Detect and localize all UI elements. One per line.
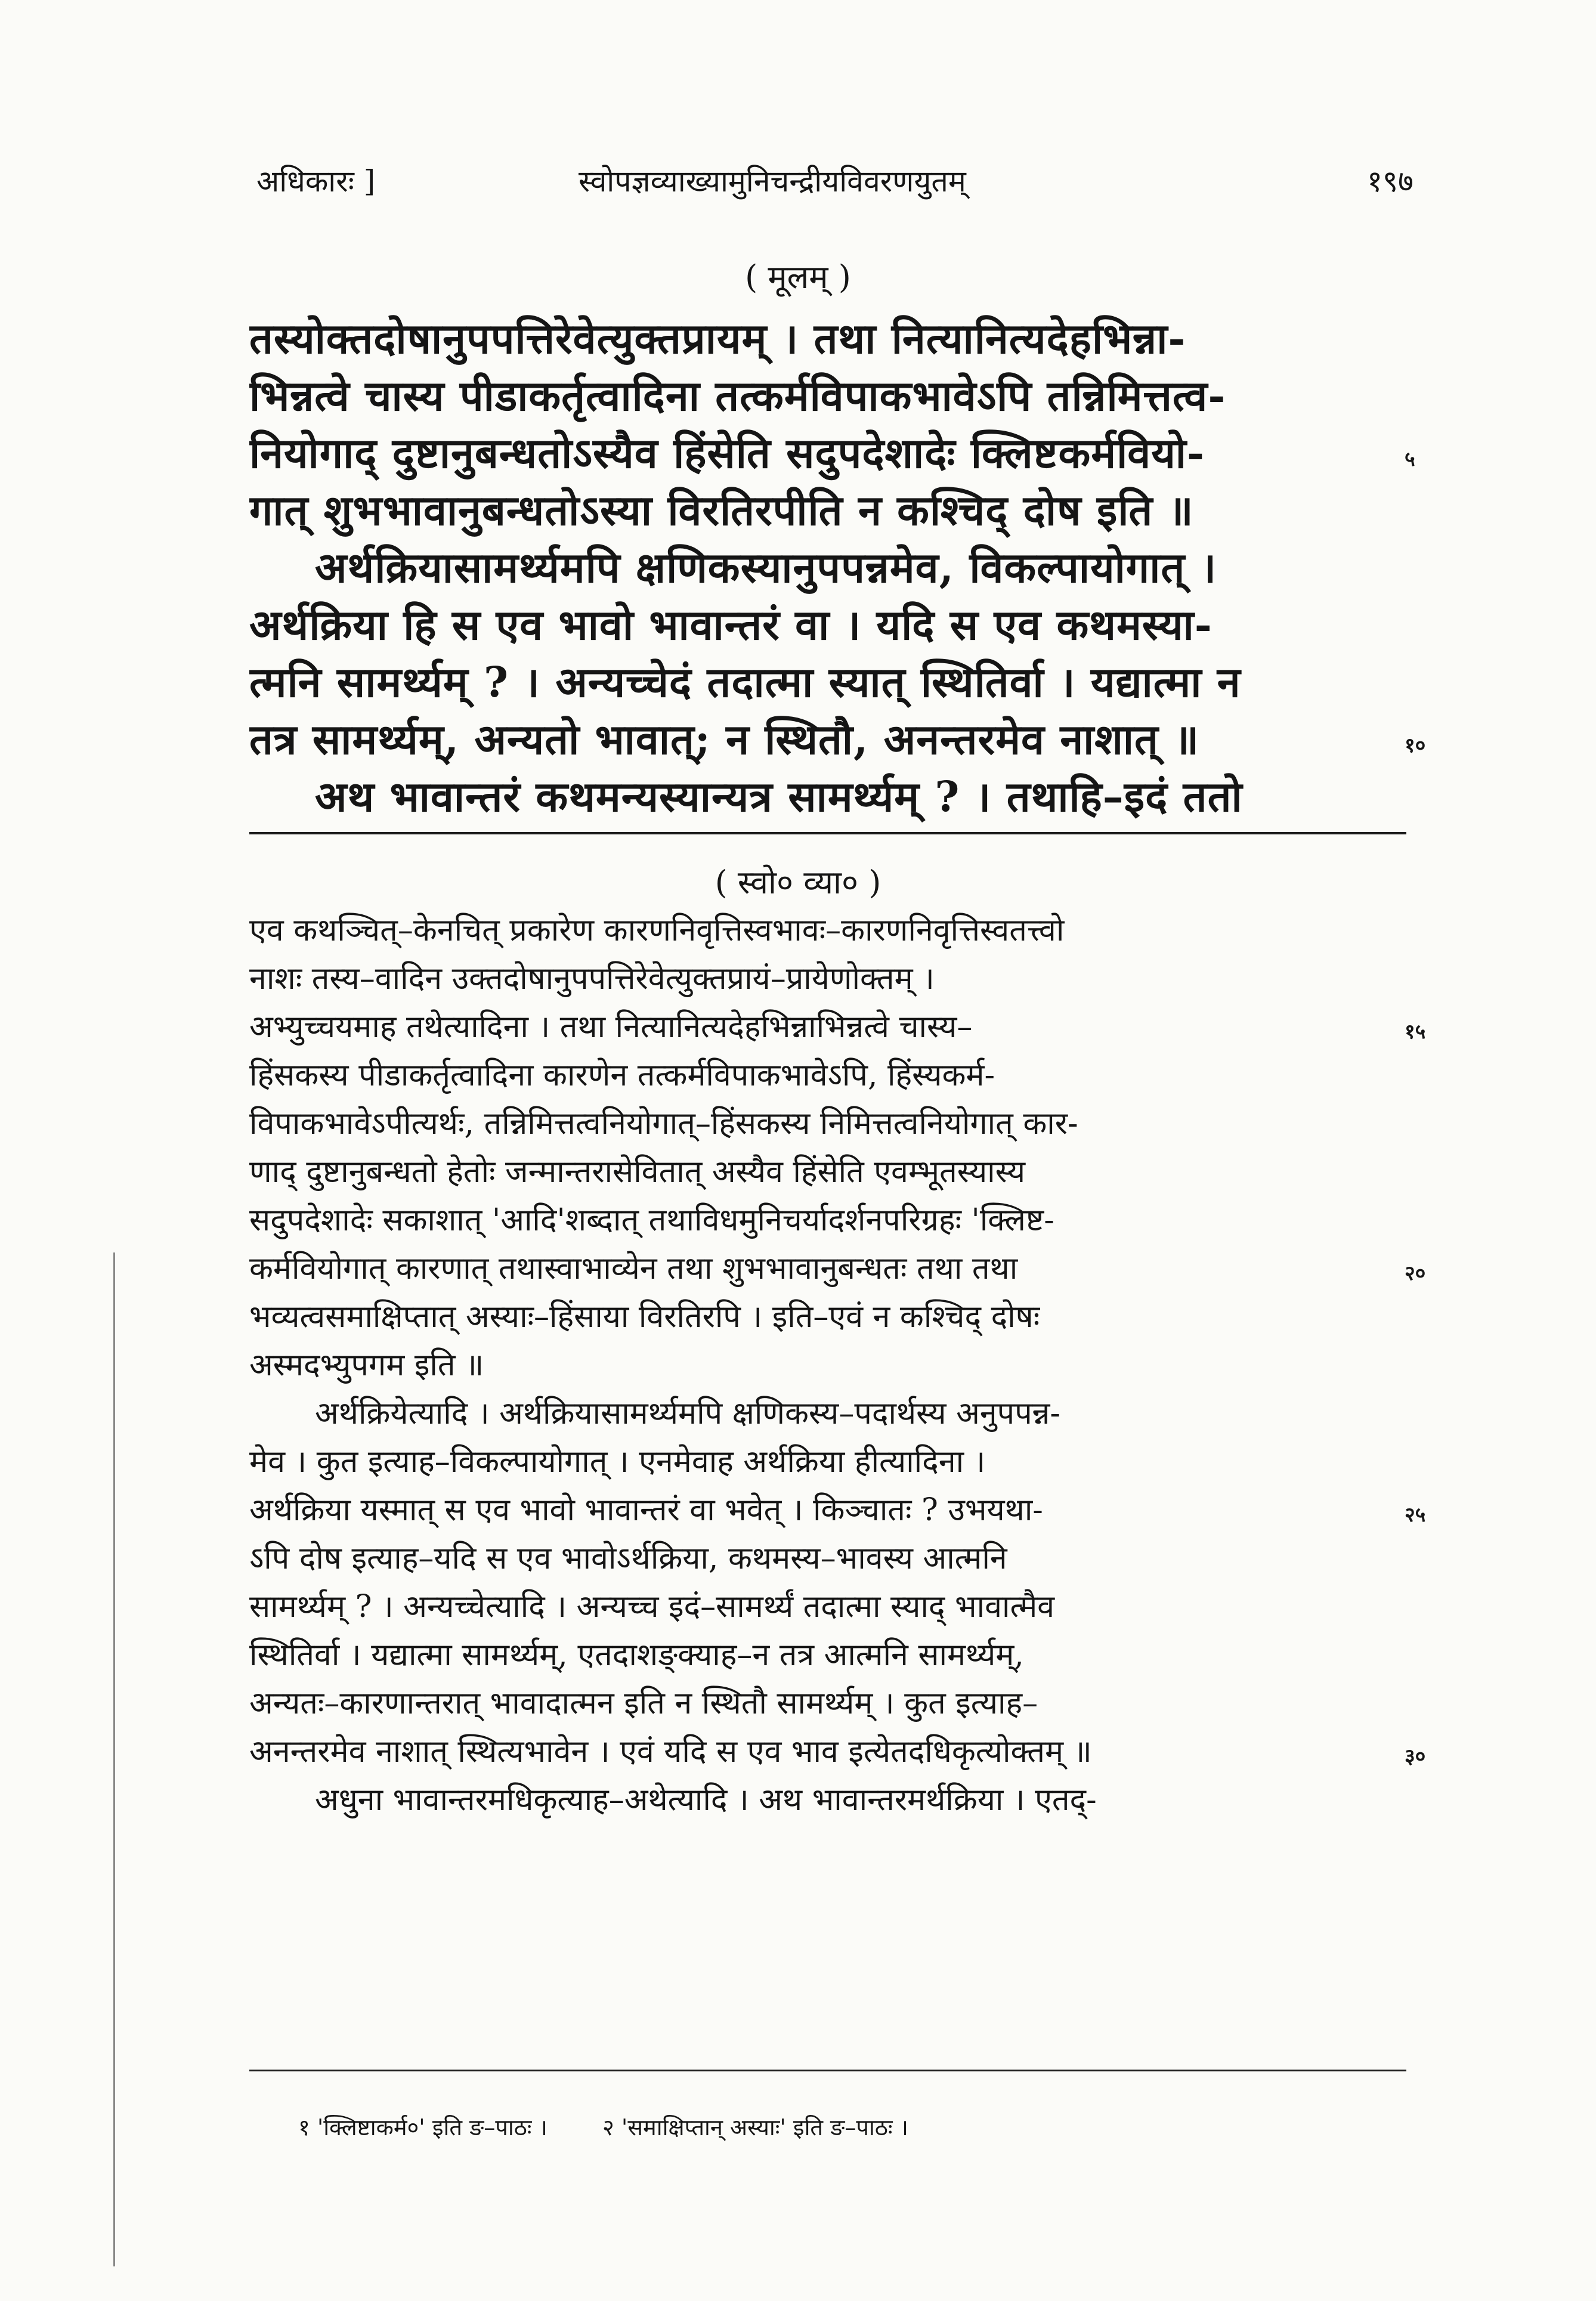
commentary-heading: ( स्वो० व्या० ): [715, 864, 881, 901]
commentary-text: [249, 907, 1397, 1824]
text-line: अन्यतः–कारणान्तरात् भावादात्मन इति न स्थितौ सामर्थ्यम् । कुत इत्याह–: [249, 1685, 1038, 1721]
text-line: विपाकभावेऽपीत्यर्थः, तन्निमित्तत्वनियोगात्–हिंसकस्य निमित्तत्वनियोगात् कार-: [249, 1106, 1078, 1142]
page-number: १९७: [1367, 164, 1413, 199]
text-line: अर्थक्रियेत्यादि । अर्थक्रियासामर्थ्यमपि क्षणिकस्य–पदार्थस्य अनुपपन्न-: [315, 1396, 1060, 1431]
text-line: नियोगाद् दुष्टानुबन्धतोऽस्यैव हिंसेति सदुपदेशादेः क्लिष्टकर्मवियो-: [249, 428, 1205, 478]
text-line: हिंसकस्य पीडाकर्तृत्वादिना कारणेन तत्कर्मविपाकभावेऽपि, हिंस्यकर्म-: [249, 1057, 995, 1093]
text-line: भिन्नत्वे चास्य पीडाकर्तृत्वादिना तत्कर्मविपाकभावेऽपि तन्निमित्तत्व-: [249, 371, 1226, 420]
line-number: ३०: [1405, 1745, 1426, 1768]
text-line: एव कथञ्चित्–केनचित् प्रकारेण कारणनिवृत्तिस्वभावः–कारणनिवृत्तिस्वतत्त्वो: [249, 913, 1065, 948]
text-line: ऽपि दोष इत्याह–यदि स एव भावोऽर्थक्रिया, कथमस्य–भावस्य आत्मनि: [249, 1541, 1007, 1576]
text-line: अस्मदभ्युपगम इति ॥: [249, 1347, 484, 1383]
text-line: कर्मवियोगात् कारणात् तथास्वाभाव्येन तथा शुभभावानुबन्धतः तथा तथा: [249, 1251, 1018, 1286]
text-line: नाशः तस्य–वादिन उक्तदोषानुपपत्तिरेवेत्युक्तप्रायं–प्रायेणोक्तम् ।: [249, 961, 935, 997]
line-number: १०: [1405, 734, 1426, 757]
line-number: ५: [1405, 447, 1415, 471]
text-line: स्थितिर्वा । यद्यात्मा सामर्थ्यम्, एतदाशङ्क्याह–न तत्र आत्मनि सामर्थ्यम्,: [249, 1637, 1024, 1673]
text-line: सदुपदेशादेः सकाशात् 'आदि'शब्दात् तथाविधमुनिचर्यादर्शनपरिग्रहः 'क्लिष्ट-: [249, 1202, 1054, 1238]
text-line: अथ भावान्तरं कथमन्यस्यान्यत्र सामर्थ्यम् ? । तथाहि–इदं ततो: [315, 772, 1243, 821]
header-title: स्वोपज्ञव्याख्यामुनिचन्द्रीयविवरणयुतम्: [579, 164, 966, 199]
text-line: त्मनि सामर्थ्यम् ? । अन्यच्चेदं तदात्मा स्यात् स्थितिर्वा । यद्यात्मा न: [249, 657, 1241, 707]
text-line: अभ्युच्चयमाह तथेत्यादिना । तथा नित्यानित्यदेहभिन्नाभिन्नत्वे चास्य–: [249, 1009, 973, 1045]
text-line: तस्योक्तदोषानुपपत्तिरेवेत्युक्तप्रायम् । तथा नित्यानित्यदेहभिन्ना-: [249, 314, 1186, 363]
text-line: सामर्थ्यम् ? । अन्यच्चेत्यादि । अन्यच्च इदं–सामर्थ्यं तदात्मा स्याद् भावात्मैव: [249, 1589, 1055, 1625]
line-number: २०: [1405, 1261, 1426, 1285]
footnote: १ 'क्लिष्टाकर्म०' इति ङ–पाठः ।: [298, 2114, 548, 2141]
text-line: अधुना भावान्तरमधिकृत्याह–अथेत्यादि । अथ भावान्तरमर्थक्रिया । एतद्-: [315, 1782, 1097, 1818]
text-line: णाद् दुष्टानुबन्धतो हेतोः जन्मान्तरासेवितात् अस्यैव हिंसेति एवम्भूतस्यास्य: [249, 1154, 1026, 1190]
line-number: १५: [1405, 1020, 1426, 1044]
section-divider: [249, 832, 1406, 834]
text-line: मेव । कुत इत्याह–विकल्पायोगात् । एनमेवाह अर्थक्रिया हीत्यादिना ।: [249, 1444, 986, 1480]
footnote-divider: [249, 2070, 1406, 2071]
text-line: भव्यत्वसमाक्षिप्तात् अस्याः–हिंसाया विरतिरपि । इति–एवं न कश्चिद् दोषः: [249, 1299, 1040, 1335]
mula-text: [249, 310, 1397, 825]
text-line: गात् शुभभावानुबन्धतोऽस्या विरतिरपीति न कश्चिद् दोष इति ॥: [249, 485, 1194, 535]
binding-edge: [113, 1252, 115, 2266]
text-line: अर्थक्रियासामर्थ्यमपि क्षणिकस्यानुपपन्नमेव, विकल्पायोगात् ।: [315, 543, 1217, 592]
header-left: अधिकारः ]: [256, 164, 376, 199]
footnote: २ 'समाक्षिप्तान् अस्याः' इति ङ–पाठः ।: [602, 2114, 909, 2141]
footnotes: [298, 2111, 956, 2142]
running-header: [256, 160, 1413, 208]
line-number: २५: [1405, 1503, 1426, 1527]
text-line: अर्थक्रिया यस्मात् स एव भावो भावान्तरं वा भवेत् । किञ्चातः ? उभयथा-: [249, 1492, 1043, 1528]
text-line: अनन्तरमेव नाशात् स्थित्यभावेन । एवं यदि स एव भाव इत्येतदधिकृत्योक्तम् ॥: [249, 1734, 1092, 1770]
text-line: तत्र सामर्थ्यम्, अन्यतो भावात्; न स्थितौ, अनन्तरमेव नाशात् ॥: [249, 715, 1200, 764]
text-line: अर्थक्रिया हि स एव भावो भावान्तरं वा । यदि स एव कथमस्या-: [249, 600, 1213, 650]
mula-heading: ( मूलम् ): [745, 258, 851, 296]
